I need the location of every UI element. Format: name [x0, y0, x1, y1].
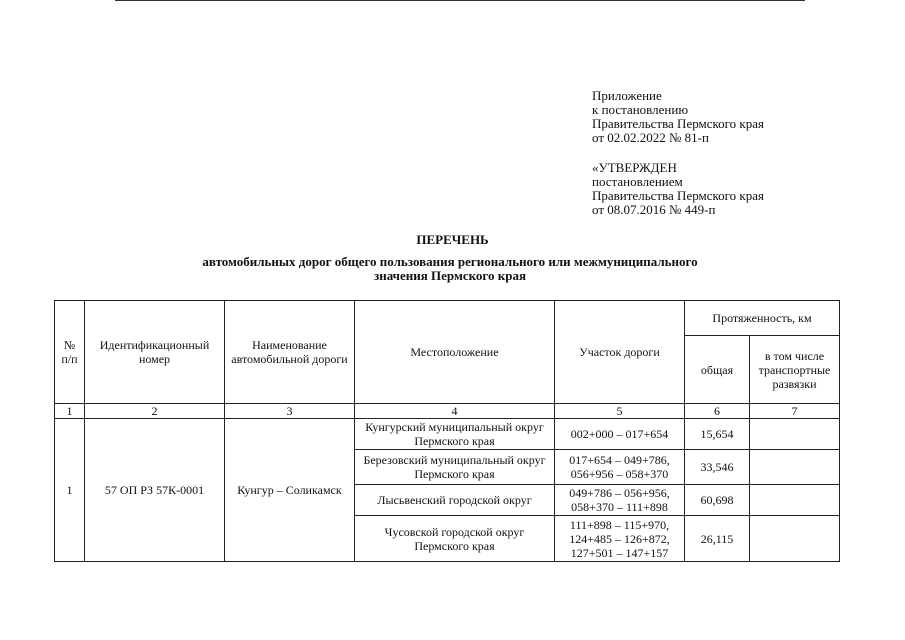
cell-section: 017+654 – 049+786, 056+956 – 058+370	[555, 450, 685, 485]
road-name: Кунгур – Соликамск	[225, 419, 355, 562]
column-number: 5	[555, 404, 685, 419]
table-row	[55, 419, 840, 450]
approval-line: постановлением	[592, 174, 683, 189]
appendix-line: Приложение	[592, 88, 662, 103]
road-id: 57 ОП РЗ 57К-0001	[85, 419, 225, 562]
header-length-interchange: в том числе транспортные развязки	[750, 336, 840, 404]
appendix-line: к постановлению	[592, 102, 689, 117]
header-length-group: Протяженность, км	[685, 301, 840, 336]
header-name: Наименование автомобильной дороги	[225, 301, 355, 404]
subtitle-line: автомобильных дорог общего пользования регионального или межмуниципального	[202, 254, 698, 269]
cell-length-interchange	[750, 450, 840, 485]
header-location: Местоположение	[355, 301, 555, 404]
cell-section: 002+000 – 017+654	[555, 419, 685, 450]
approval-line: «УТВЕРЖДЕН	[592, 160, 677, 175]
roads-table	[54, 300, 840, 562]
cell-location: Лысьвенский городской округ	[355, 485, 555, 516]
cell-length-interchange	[750, 419, 840, 450]
cell-section: 111+898 – 115+970, 124+485 – 126+872, 127+501 – 147+157	[555, 516, 685, 562]
header-id: Идентификационный номер	[85, 301, 225, 404]
header-length-total: общая	[685, 336, 750, 404]
cell-length-total: 15,654	[685, 419, 750, 450]
cell-location: Чусовской городской округ Пермского края	[355, 516, 555, 562]
cell-location: Кунгурский муниципальный округ Пермского края	[355, 419, 555, 450]
cell-section: 049+786 – 056+956, 058+370 – 111+898	[555, 485, 685, 516]
cell-length-total: 33,546	[685, 450, 750, 485]
column-number: 1	[55, 404, 85, 419]
column-number: 7	[750, 404, 840, 419]
approval-block	[592, 161, 764, 217]
column-number: 4	[355, 404, 555, 419]
header-num: № п/п	[55, 301, 85, 404]
subtitle-line: значения Пермского края	[373, 268, 526, 283]
appendix-block	[592, 89, 764, 145]
appendix-line: Правительства Пермского края	[592, 116, 764, 131]
cell-length-interchange	[750, 516, 840, 562]
cell-length-interchange	[750, 485, 840, 516]
top-border-line	[115, 0, 805, 1]
document-title: ПЕРЕЧЕНЬ	[416, 232, 489, 247]
column-number: 2	[85, 404, 225, 419]
cell-length-total: 60,698	[685, 485, 750, 516]
road-number: 1	[55, 419, 85, 562]
document-subtitle	[150, 255, 750, 283]
approval-line: Правительства Пермского края	[592, 188, 764, 203]
header-section: Участок дороги	[555, 301, 685, 404]
appendix-line: от 02.02.2022 № 81-п	[592, 130, 709, 145]
cell-length-total: 26,115	[685, 516, 750, 562]
column-number: 6	[685, 404, 750, 419]
cell-location: Березовский муниципальный округ Пермского края	[355, 450, 555, 485]
approval-line: от 08.07.2016 № 449-п	[592, 202, 716, 217]
column-number: 3	[225, 404, 355, 419]
